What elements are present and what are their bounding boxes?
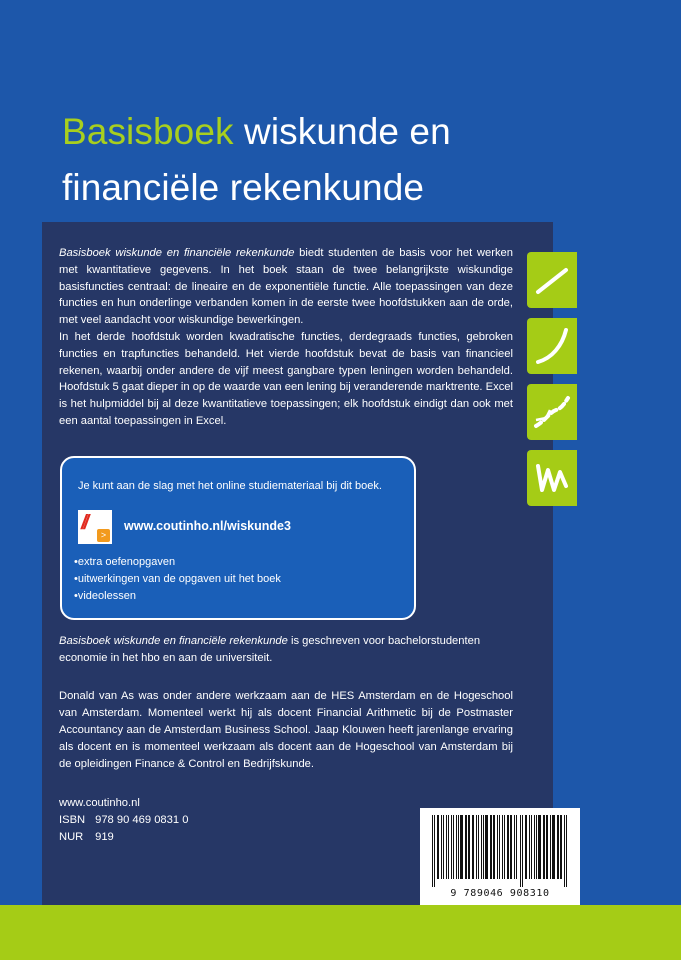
barcode-bar — [448, 815, 449, 879]
barcode-bar — [481, 815, 482, 879]
linear-graph-icon — [527, 252, 577, 308]
barcode-bar — [514, 815, 515, 879]
barcode-bar — [499, 815, 500, 879]
barcode-bar — [437, 815, 439, 879]
barcode-bar — [520, 815, 521, 887]
nur-label: NUR — [59, 831, 84, 843]
barcode-bar — [472, 815, 474, 879]
nur-value: 919 — [95, 831, 114, 843]
barcode-bar — [476, 815, 477, 879]
barcode-bar — [543, 815, 545, 879]
isbn-label: ISBN — [59, 814, 86, 826]
audience-book-title: Basisboek wiskunde en financiële rekenkunde — [59, 635, 288, 647]
bottom-green-band — [0, 905, 681, 960]
barcode-bar — [478, 815, 479, 879]
barcode-bar — [504, 815, 505, 879]
logo-slashes: // — [81, 512, 87, 534]
online-materials-box — [60, 456, 416, 620]
audience-text — [59, 633, 499, 667]
barcode-bar — [502, 815, 503, 879]
barcode-bar — [536, 815, 537, 879]
barcode-bar — [525, 815, 527, 879]
barcode-bar — [566, 815, 567, 887]
barcode-bar — [468, 815, 470, 879]
barcode-bar — [560, 815, 562, 879]
online-items-list — [74, 554, 281, 605]
coutinho-logo — [78, 510, 112, 544]
graph-icon-strip — [527, 252, 577, 516]
barcode-bar — [546, 815, 548, 879]
barcode-bar — [458, 815, 459, 879]
barcode-bar — [432, 815, 433, 887]
list-item: • extra oefenopgaven — [74, 554, 281, 571]
barcode-bar — [446, 815, 447, 879]
barcode-bar — [564, 815, 565, 887]
barcode-bar — [531, 815, 532, 879]
barcode-bar — [522, 815, 523, 887]
online-url[interactable]: www.coutinho.nl/wiskunde3 — [124, 519, 291, 533]
broken-graph-icon — [527, 384, 577, 440]
curve-graph-icon — [527, 318, 577, 374]
barcode-bar — [534, 815, 535, 879]
barcode-bar — [550, 815, 551, 879]
book-title — [62, 104, 451, 216]
barcode-bars — [430, 815, 570, 887]
isbn-barcode — [420, 808, 580, 905]
arrow-icon: > — [97, 529, 110, 542]
audience-paragraph: is geschreven voor bachelorstudenten economie in het hbo en aan de universiteit. — [59, 635, 481, 664]
publisher-website[interactable]: www.coutinho.nl — [59, 797, 140, 809]
barcode-bar — [485, 815, 488, 879]
zigzag-graph-icon — [527, 450, 577, 506]
barcode-bar — [507, 815, 509, 879]
barcode-bar — [552, 815, 555, 879]
title-line1: wiskunde en — [233, 111, 451, 152]
barcode-bar — [451, 815, 452, 879]
barcode-bar — [434, 815, 435, 887]
barcode-bar — [510, 815, 512, 879]
barcode-bar — [497, 815, 498, 879]
barcode-bar — [465, 815, 467, 879]
barcode-digits: 9 789046 908310 — [450, 888, 550, 899]
intro-paragraph-1: biedt studenten de basis voor het werken met kwantitatieve gegevens. In het boek staan de twee belangrijkste wiskundige basisfuncties centraal: de lineaire en de exponentiële functie. Alle toepassingen van deze functies en hun onderlinge verbanden komen in de eerste twee hoofdstukken aan de orde, met veel aandacht voor wiskundige bewerkingen. — [59, 247, 513, 327]
barcode-bar — [483, 815, 484, 879]
intro-book-title: Basisboek wiskunde en financiële rekenkunde — [59, 247, 295, 259]
barcode-bar — [443, 815, 444, 879]
barcode-bar — [453, 815, 454, 879]
title-accent: Basisboek — [62, 111, 234, 152]
list-item: • videolessen — [74, 588, 281, 605]
intro-text — [59, 245, 513, 430]
online-intro: Je kunt aan de slag met het online studiemateriaal bij dit boek. — [78, 480, 382, 492]
barcode-bar — [529, 815, 530, 879]
publication-meta — [59, 795, 188, 846]
barcode-bar — [516, 815, 517, 879]
authors-text: Donald van As was onder andere werkzaam aan de HES Amsterdam en de Hogeschool van Amsterdam. Momenteel werkt hij als docent Financial Arithmetic bij de Postmaster Accountancy aan de Amsterdam Business School. Jaap Klouwen heeft jarenlange ervaring als docent en is momenteel werkzaam als docent aan de Hogeschool van Amsterdam bij de opleidingen Finance & Control en Bedrijfskunde. — [59, 690, 513, 770]
barcode-bar — [493, 815, 495, 879]
barcode-bar — [490, 815, 492, 879]
barcode-bar — [460, 815, 463, 879]
barcode-bar — [538, 815, 541, 879]
title-line2: financiële rekenkunde — [62, 167, 425, 208]
isbn-value: 978 90 469 0831 0 — [95, 814, 189, 826]
barcode-bar — [557, 815, 559, 879]
list-item: • uitwerkingen van de opgaven uit het boek — [74, 571, 281, 588]
intro-paragraph-2: In het derde hoofdstuk worden kwadratische functies, derdegraads functies, gebroken functies en trapfuncties behandeld. Het vierde hoofdstuk bevat de basis van financieel rekenen, waarbij onder andere de vijf meest gangbare typen leningen worden behandeld. Hoofdstuk 5 gaat dieper in op de waarde van een lening bij veranderende marktrente. Excel is het hulpmiddel bij al deze kwantitatieve toepassingen; elk hoofdstuk eindigt dan ook met een aantal toepassingen in Excel. — [59, 330, 514, 427]
barcode-bar — [441, 815, 442, 879]
barcode-bar — [456, 815, 457, 879]
